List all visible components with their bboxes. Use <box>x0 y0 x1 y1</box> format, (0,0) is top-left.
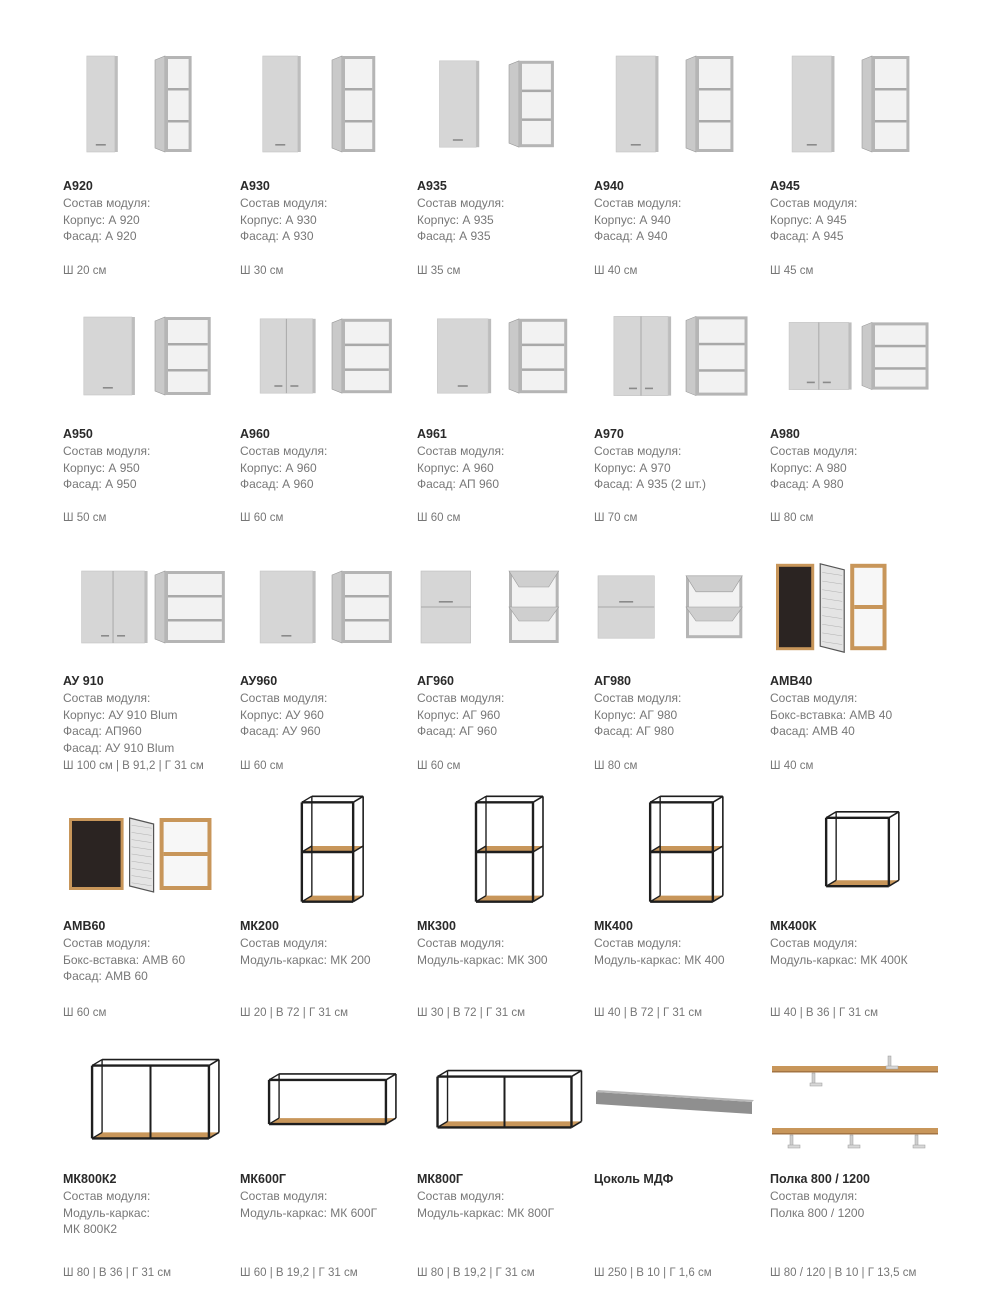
product-code: МК300 <box>417 919 456 933</box>
composition-line: Фасад: А 920 <box>63 229 137 243</box>
composition-line: Фасад: А 935 (2 шт.) <box>594 477 706 491</box>
product-dimensions: Ш 60 см <box>417 760 461 772</box>
product-image <box>63 292 238 412</box>
product-image <box>770 1040 945 1160</box>
composition-label: Состав модуля: <box>417 196 505 210</box>
product-dimensions: Ш 80 / 120 | В 10 | Г 13,5 см <box>770 1267 917 1279</box>
product-image <box>594 1040 769 1160</box>
composition-line: МК 800К2 <box>63 1222 118 1236</box>
composition-line: Модуль-каркас: МК 300 <box>417 952 548 967</box>
product-dimensions: Ш 60 | В 19,2 | Г 31 см <box>240 1267 358 1279</box>
composition-label: Состав модуля: <box>417 936 505 950</box>
product-dimensions: Ш 50 см <box>63 512 107 524</box>
product-dimensions: Ш 20 | В 72 | Г 31 см <box>240 1007 349 1019</box>
product-image <box>417 790 592 910</box>
composition-line: Фасад: АМВ 40 <box>770 724 855 738</box>
product-image <box>770 40 945 160</box>
composition-line: Корпус: А 960 <box>417 460 494 475</box>
product-dimensions: Ш 70 см <box>594 512 638 524</box>
composition-line: Корпус: А 930 <box>240 212 317 227</box>
composition-label: Состав модуля: <box>770 691 858 705</box>
composition-label: Состав модуля: <box>63 691 151 705</box>
composition-line: Модуль-каркас: МК 400 <box>594 952 725 967</box>
product-dimensions: Ш 20 см <box>63 265 107 277</box>
composition-line: Корпус: А 970 <box>594 460 671 475</box>
product-dimensions: Ш 100 см | В 91,2 | Г 31 см <box>63 760 204 772</box>
composition-label: Состав модуля: <box>240 196 328 210</box>
product-code: А960 <box>240 427 270 441</box>
product-code: АУ960 <box>240 674 278 688</box>
product-dimensions: Ш 80 см <box>594 760 638 772</box>
product-image <box>770 543 945 663</box>
composition-line: Корпус: А 945 <box>770 212 847 227</box>
product-code: А950 <box>63 427 93 441</box>
composition-label: Состав модуля: <box>594 936 682 950</box>
composition-line: Фасад: А 945 <box>770 229 844 243</box>
product-code: А945 <box>770 179 800 193</box>
composition-line: Фасад: АГ 980 <box>594 724 674 738</box>
product-code: А940 <box>594 179 624 193</box>
product-image <box>770 292 945 412</box>
composition-line: Бокс-вставка: АМВ 60 <box>63 952 186 967</box>
composition-line: Модуль-каркас: <box>63 1205 150 1220</box>
composition-label: Состав модуля: <box>240 691 328 705</box>
composition-line: Корпус: АУ 960 <box>240 707 324 722</box>
composition-line: Корпус: А 950 <box>63 460 140 475</box>
product-code: АМВ60 <box>63 919 106 933</box>
product-image <box>240 543 415 663</box>
product-dimensions: Ш 60 см <box>417 512 461 524</box>
product-image <box>240 292 415 412</box>
composition-line: Фасад: А 960 <box>240 477 314 491</box>
product-dimensions: Ш 40 см <box>594 265 638 277</box>
product-dimensions: Ш 80 | В 36 | Г 31 см <box>63 1267 172 1279</box>
product-dimensions: Ш 35 см <box>417 265 461 277</box>
product-image <box>240 790 415 910</box>
composition-line: Фасад: АГ 960 <box>417 724 497 738</box>
composition-line: Корпус: А 980 <box>770 460 847 475</box>
product-dimensions: Ш 40 см <box>770 760 814 772</box>
product-code: МК800К2 <box>63 1172 117 1186</box>
composition-label: Состав модуля: <box>770 196 858 210</box>
product-image <box>240 40 415 160</box>
composition-line: Фасад: АУ 910 Blum <box>63 740 175 755</box>
composition-line: Фасад: А 980 <box>770 477 844 491</box>
composition-line: Корпус: А 935 <box>417 212 494 227</box>
product-image <box>63 790 238 910</box>
composition-line: Фасад: АП960 <box>63 724 142 738</box>
product-code: А970 <box>594 427 624 441</box>
product-dimensions: Ш 40 | В 36 | Г 31 см <box>770 1007 879 1019</box>
composition-label: Состав модуля: <box>63 936 151 950</box>
product-code: АМВ40 <box>770 674 813 688</box>
product-image <box>417 292 592 412</box>
product-image <box>240 1040 415 1160</box>
composition-line: Фасад: АП 960 <box>417 477 499 491</box>
composition-line: Бокс-вставка: АМВ 40 <box>770 707 893 722</box>
product-code: МК400К <box>770 919 817 933</box>
composition-label: Состав модуля: <box>417 444 505 458</box>
composition-line: Корпус: АГ 960 <box>417 707 501 722</box>
composition-line: Фасад: АУ 960 <box>240 724 321 738</box>
composition-line: Фасад: А 935 <box>417 229 491 243</box>
composition-label: Состав модуля: <box>417 1189 505 1203</box>
composition-line: Фасад: АМВ 60 <box>63 969 148 983</box>
composition-line: Корпус: А 920 <box>63 212 140 227</box>
product-code: АГ980 <box>594 674 631 688</box>
product-code: АУ 910 <box>63 674 104 688</box>
composition-label: Состав модуля: <box>240 936 328 950</box>
product-code: А935 <box>417 179 447 193</box>
product-code: МК600Г <box>240 1172 286 1186</box>
product-code: А930 <box>240 179 270 193</box>
composition-label: Состав модуля: <box>770 936 858 950</box>
product-dimensions: Ш 30 см <box>240 265 284 277</box>
product-image <box>63 1040 238 1160</box>
product-image <box>594 790 769 910</box>
product-image <box>417 40 592 160</box>
composition-line: Модуль-каркас: МК 200 <box>240 952 371 967</box>
product-image <box>63 40 238 160</box>
composition-line: Фасад: А 930 <box>240 229 314 243</box>
product-dimensions: Ш 250 | В 10 | Г 1,6 см <box>594 1267 712 1279</box>
product-code: Полка 800 / 1200 <box>770 1172 871 1186</box>
composition-label: Состав модуля: <box>594 691 682 705</box>
composition-line: Модуль-каркас: МК 400К <box>770 952 908 967</box>
composition-label: Состав модуля: <box>63 196 151 210</box>
product-dimensions: Ш 60 см <box>240 760 284 772</box>
composition-line: Корпус: А 940 <box>594 212 671 227</box>
product-code: Цоколь МДФ <box>594 1172 674 1186</box>
composition-label: Состав модуля: <box>417 691 505 705</box>
product-dimensions: Ш 40 | В 72 | Г 31 см <box>594 1007 703 1019</box>
product-dimensions: Ш 80 см <box>770 512 814 524</box>
product-code: МК800Г <box>417 1172 463 1186</box>
product-image <box>594 543 769 663</box>
product-dimensions: Ш 80 | В 19,2 | Г 31 см <box>417 1267 535 1279</box>
product-dimensions: Ш 60 см <box>63 1007 107 1019</box>
composition-label: Состав модуля: <box>240 444 328 458</box>
composition-label: Состав модуля: <box>594 196 682 210</box>
composition-label: Состав модуля: <box>240 1189 328 1203</box>
product-image <box>594 40 769 160</box>
product-code: А961 <box>417 427 447 441</box>
product-code: МК200 <box>240 919 279 933</box>
composition-line: Корпус: АГ 980 <box>594 707 678 722</box>
product-dimensions: Ш 30 | В 72 | Г 31 см <box>417 1007 526 1019</box>
composition-line: Корпус: А 960 <box>240 460 317 475</box>
composition-label: Состав модуля: <box>770 1189 858 1203</box>
product-code: МК400 <box>594 919 633 933</box>
product-code: АГ960 <box>417 674 454 688</box>
product-image <box>770 790 945 910</box>
product-dimensions: Ш 60 см <box>240 512 284 524</box>
product-dimensions: Ш 45 см <box>770 265 814 277</box>
composition-line: Полка 800 / 1200 <box>770 1205 865 1220</box>
composition-label: Состав модуля: <box>63 444 151 458</box>
product-image <box>417 543 592 663</box>
composition-label: Состав модуля: <box>770 444 858 458</box>
composition-label: Состав модуля: <box>63 1189 151 1203</box>
composition-line: Корпус: АУ 910 Blum <box>63 707 178 722</box>
composition-label: Состав модуля: <box>594 444 682 458</box>
composition-line: Фасад: А 940 <box>594 229 668 243</box>
product-image <box>63 543 238 663</box>
composition-line: Модуль-каркас: МК 600Г <box>240 1205 378 1220</box>
product-code: А980 <box>770 427 800 441</box>
product-image <box>594 292 769 412</box>
composition-line: Модуль-каркас: МК 800Г <box>417 1205 555 1220</box>
product-image <box>417 1040 592 1160</box>
composition-line: Фасад: А 950 <box>63 477 137 491</box>
product-code: А920 <box>63 179 93 193</box>
